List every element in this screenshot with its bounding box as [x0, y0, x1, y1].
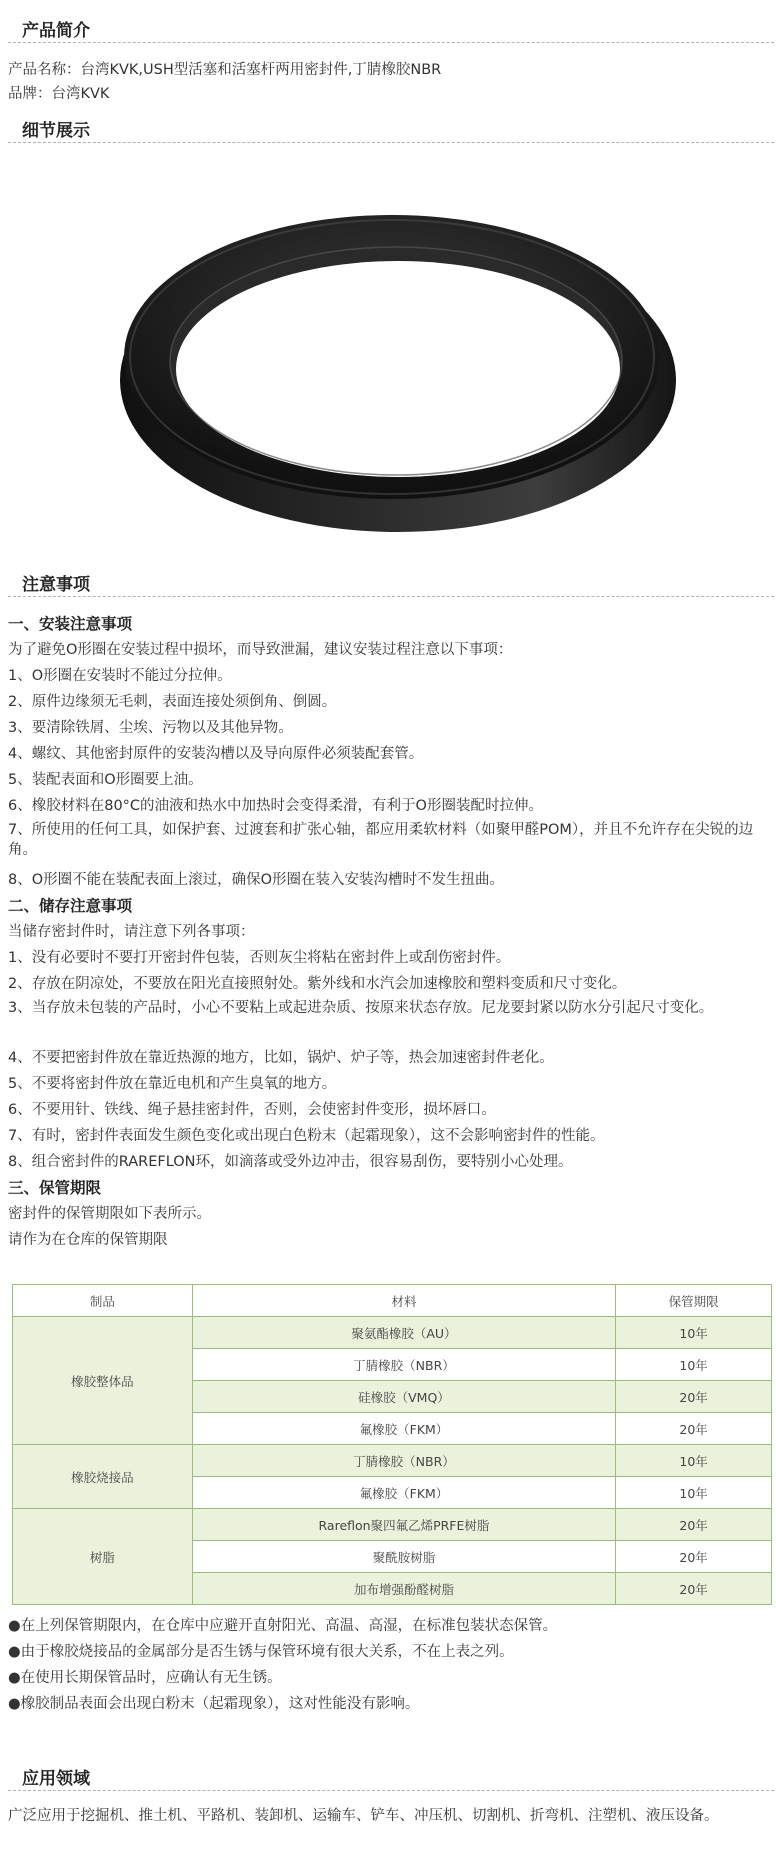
table-row	[13, 1317, 772, 1349]
install-intro: 为了避免O形圈在安装过程中损坏，而导致泄漏，建议安装过程注意以下事项：	[8, 642, 513, 658]
period-cell: 20年	[616, 1573, 772, 1605]
section-title-notes	[8, 566, 774, 597]
detail-title: 细节展示	[22, 121, 90, 141]
material-cell: 加布增强酚醛树脂	[192, 1573, 615, 1605]
period-cell: 20年	[616, 1381, 772, 1413]
material-cell: 硅橡胶（VMQ）	[192, 1381, 615, 1413]
install-item: 7、所使用的任何工具，如保护套、过渡套和扩张心轴，都应用柔软材料（如聚甲醛POM），并且不允许存在尖锐的边角。	[8, 822, 754, 858]
period-heading: 三、保管期限	[8, 1179, 102, 1197]
install-item: 3、要清除铁屑、尘埃、污物以及其他异物。	[8, 720, 293, 736]
material-cell: 丁腈橡胶（NBR）	[192, 1445, 615, 1477]
table-header-row	[13, 1285, 772, 1317]
storage-item: 4、不要把密封件放在靠近热源的地方，比如，锅炉、炉子等，热会加速密封件老化。	[8, 1050, 554, 1066]
section-title-application	[8, 1760, 774, 1791]
notes-title: 注意事项	[22, 575, 90, 595]
material-cell: 氟橡胶（FKM）	[192, 1477, 615, 1509]
table-header-cell: 材料	[192, 1285, 615, 1317]
install-item: 5、装配表面和O形圈要上油。	[8, 772, 203, 788]
period-cell: 10年	[616, 1317, 772, 1349]
period-bullet: ●在上列保管期限内，在仓库中应避开直射阳光、高温、高湿，在标准包装状态保管。	[8, 1618, 558, 1634]
table-header-cell: 保管期限	[616, 1285, 772, 1317]
product-name-line: 产品名称：台湾KVK,USH型活塞和活塞杆两用密封件,丁腈橡胶NBR	[8, 62, 442, 78]
storage-heading: 二、储存注意事项	[8, 897, 133, 915]
storage-item: 5、不要将密封件放在靠近电机和产生臭氧的地方。	[8, 1076, 337, 1092]
period-cell: 20年	[616, 1413, 772, 1445]
material-cell: 氟橡胶（FKM）	[192, 1413, 615, 1445]
install-item: 8、O形圈不能在装配表面上滚过，确保O形圈在装入安装沟槽时不发生扭曲。	[8, 872, 505, 888]
application-text: 广泛应用于挖掘机、推土机、平路机、装卸机、运输车、铲车、冲压机、切割机、折弯机、注塑机、液压设备。	[8, 1808, 719, 1824]
table-row	[13, 1509, 772, 1541]
black-rubber-seal-ring-icon	[0, 165, 776, 555]
install-item: 6、橡胶材料在80°C的油液和热水中加热时会变得柔滑，有利于O形圈装配时拉伸。	[8, 798, 543, 814]
storage-item: 7、有时，密封件表面发生颜色变化或出现白色粉末（起霜现象），这不会影响密封件的性能。	[8, 1128, 605, 1144]
period-line1: 密封件的保管期限如下表所示。	[8, 1206, 211, 1222]
period-cell: 20年	[616, 1541, 772, 1573]
storage-intro: 当储存密封件时，请注意下列各事项：	[8, 924, 255, 940]
product-group-cell: 橡胶烧接品	[13, 1445, 193, 1509]
material-cell: 聚酰胺树脂	[192, 1541, 615, 1573]
material-cell: 丁腈橡胶（NBR）	[192, 1349, 615, 1381]
brand-line: 品牌：台湾KVK	[8, 86, 110, 102]
storage-item: 6、不要用针、铁线、绳子悬挂密封件，否则，会使密封件变形，损坏唇口。	[8, 1102, 496, 1118]
intro-title: 产品简介	[22, 21, 90, 41]
product-group-cell: 橡胶整体品	[13, 1317, 193, 1445]
period-cell: 10年	[616, 1349, 772, 1381]
material-cell: Rareflon聚四氟乙烯PRFE树脂	[192, 1509, 615, 1541]
period-cell: 10年	[616, 1445, 772, 1477]
product-group-cell: 树脂	[13, 1509, 193, 1605]
period-bullet: ●由于橡胶烧接品的金属部分是否生锈与保管环境有很大关系，不在上表之列。	[8, 1644, 514, 1660]
install-item: 2、原件边缘须无毛刺，表面连接处须倒角、倒圆。	[8, 694, 337, 710]
storage-item: 8、组合密封件的RAREFLON环，如滴落或受外边冲击，很容易刮伤，要特别小心处理。	[8, 1154, 573, 1170]
material-cell: 聚氨酯橡胶（AU）	[192, 1317, 615, 1349]
period-bullet: ●橡胶制品表面会出现白粉末（起霜现象），这对性能没有影响。	[8, 1696, 420, 1712]
storage-item: 2、存放在阴凉处，不要放在阳光直接照射处。紫外线和水汽会加速橡胶和塑料变质和尺寸变化。	[8, 976, 627, 992]
period-bullet: ●在使用长期保管品时，应确认有无生锈。	[8, 1670, 282, 1686]
storage-item: 3、当存放未包装的产品时，小心不要粘上或起进杂质、按原来状态存放。尼龙要封紧以防水分引起尺寸变化。	[8, 1000, 714, 1016]
install-item: 1、O形圈在安装时不能过分拉伸。	[8, 668, 232, 684]
table-row	[13, 1445, 772, 1477]
seal-ring-image	[0, 165, 776, 555]
period-line2: 请作为在仓库的保管期限	[8, 1232, 168, 1248]
table-header-cell: 制品	[13, 1285, 193, 1317]
storage-item: 1、没有必要时不要打开密封件包装，否则灰尘将粘在密封件上或刮伤密封件。	[8, 950, 511, 966]
install-item: 4、螺纹、其他密封原件的安装沟槽以及导向原件必须装配套管。	[8, 746, 424, 762]
storage-period-table	[12, 1284, 772, 1605]
period-cell: 10年	[616, 1477, 772, 1509]
section-title-detail	[8, 112, 774, 143]
period-cell: 20年	[616, 1509, 772, 1541]
application-title: 应用领域	[22, 1769, 90, 1789]
install-heading: 一、安装注意事项	[8, 615, 133, 633]
section-title-intro	[8, 12, 774, 43]
